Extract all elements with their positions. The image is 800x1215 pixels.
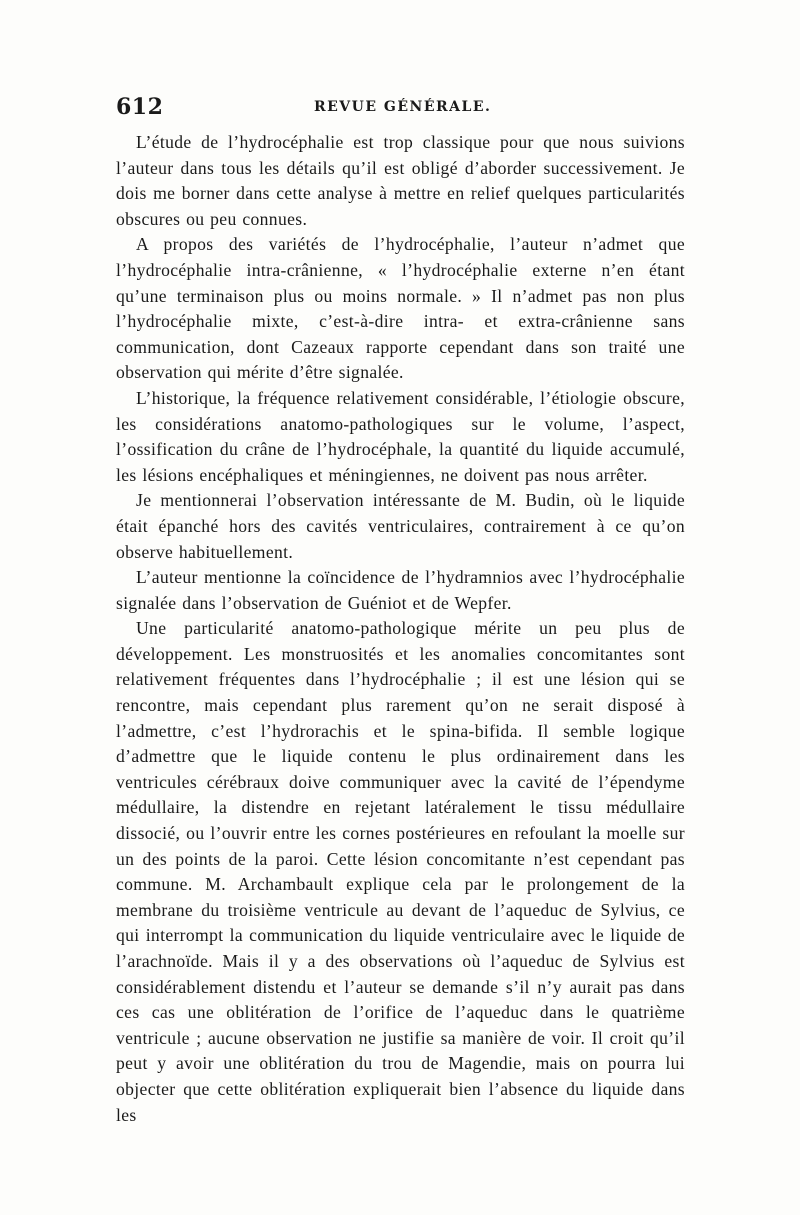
paragraph: L’étude de l’hydrocéphalie est trop classique pour que nous suivions l’auteur dans tous les détails qu’il est obligé d’aborder successivement. Je dois me borner dans cette analyse à mettre en relief quelques particularités obscures ou peu connues.: [116, 132, 685, 229]
paragraph: A propos des variétés de l’hydrocéphalie, l’auteur n’admet que l’hydrocéphalie intra-crânienne, « l’hydrocéphalie externe n’en étant qu’une terminaison plus ou moins normale. » Il n’admet pas non plus l’hydrocéphalie mixte, c’est-à-dire intra- et extra-crânienne sans communication, dont Cazeaux rapporte cependant dans son traité une observation qui mérite d’être signalée.: [116, 234, 685, 383]
paragraph: L’auteur mentionne la coïncidence de l’hydramnios avec l’hydrocéphalie signalée dans l’observation de Guéniot et de Wepfer.: [116, 567, 685, 613]
running-title: REVUE GÉNÉRALE.: [314, 99, 492, 115]
page-header: [116, 94, 684, 120]
page-number: 612: [116, 94, 164, 120]
paragraph: Je mentionnerai l’observation intéressante de M. Budin, où le liquide était épanché hors des cavités ventriculaires, contrairement à ce qu’on observe habituellement.: [116, 490, 685, 562]
paragraph: Une particularité anatomo-pathologique mérite un peu plus de développement. Les monstruosités et les anomalies concomitantes sont relativement fréquentes dans l’hydrocéphalie ; il est une lésion qui se rencontre, mais cependant plus rarement qu’on ne serait disposé à l’admettre, c’est l’hydrorachis et le spina-bifida. Il semble logique d’admettre que le liquide contenu le plus ordinairement dans les ventricules cérébraux doive communiquer avec la cavité de l’épendyme médullaire, la distendre en rejetant latéralement le tissu médullaire dissocié, ou l’ouvrir entre les cornes postérieures en refoulant la moelle sur un des points de la paroi. Cette lésion concomitante n’est cependant pas commune. M. Archambault explique cela par le prolongement de la membrane du troisième ventricule au devant de l’aqueduc de Sylvius, ce qui interrompt la communication du liquide ventriculaire avec le liquide de l’arachnoïde. Mais il y a des observations où l’aqueduc de Sylvius est considérablement distendu et l’auteur se demande s’il n’y aurait pas dans ces cas une oblitération de l’orifice de l’aqueduc dans le quatrième ventricule ; aucune observation ne justifie sa manière de voir. Il croit qu’il peut y avoir une oblitération du trou de Magendie, mais on pourra lui objecter que cette oblitération expliquerait bien l’absence du liquide dans les: [116, 618, 685, 1125]
paragraph: L’historique, la fréquence relativement considérable, l’étiologie obscure, les considérations anatomo-pathologiques sur le volume, l’aspect, l’ossification du crâne de l’hydrocéphale, la quantité du liquide accumulé, les lésions encéphaliques et méningiennes, ne doivent pas nous arrêter.: [116, 387, 685, 485]
body-text: [116, 130, 685, 1128]
